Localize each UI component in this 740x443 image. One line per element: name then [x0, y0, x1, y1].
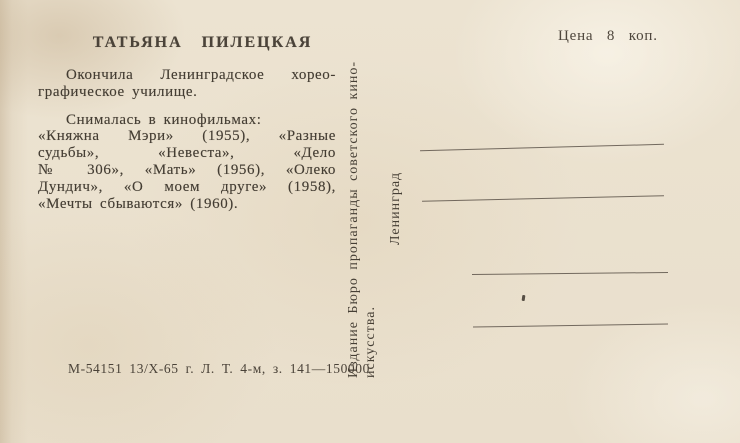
- actress-name-title: ТАТЬЯНА ПИЛЕЦКАЯ: [92, 34, 313, 51]
- bio-line: Снималась в кинофильмах:: [66, 111, 262, 128]
- address-rule-line: [472, 272, 668, 275]
- bio-line: Окончила Ленинградское хорео-: [66, 67, 336, 83]
- address-rule-line: [473, 323, 668, 327]
- ink-speck: [522, 295, 526, 301]
- bio-line: Дундич», «О моем друге» (1958),: [38, 178, 336, 195]
- print-code-line: М-54151 13/X-65 г. Л. Т. 4-м, з. 141—150000: [68, 361, 370, 376]
- address-rule-line: [420, 144, 664, 151]
- publisher-line: Издание Бюро пропаганды советского кино-: [346, 61, 361, 378]
- address-rule-line: [422, 195, 664, 201]
- biography-text: [38, 67, 336, 212]
- bio-line: № 306», «Мать» (1956), «Олеко: [38, 161, 336, 178]
- publisher-line: искусства.: [363, 306, 378, 378]
- bio-line: судьбы», «Невеста», «Дело: [38, 145, 336, 162]
- bio-line: «Княжна Мэри» (1955), «Разные: [38, 128, 336, 145]
- publisher-city-vertical: Ленинград: [388, 171, 403, 245]
- publisher-imprint-vertical: [345, 61, 379, 378]
- bio-line: «Мечты сбываются» (1960).: [38, 195, 239, 212]
- price-label: Цена 8 коп.: [558, 28, 658, 44]
- bio-line: графическое училище.: [38, 83, 198, 100]
